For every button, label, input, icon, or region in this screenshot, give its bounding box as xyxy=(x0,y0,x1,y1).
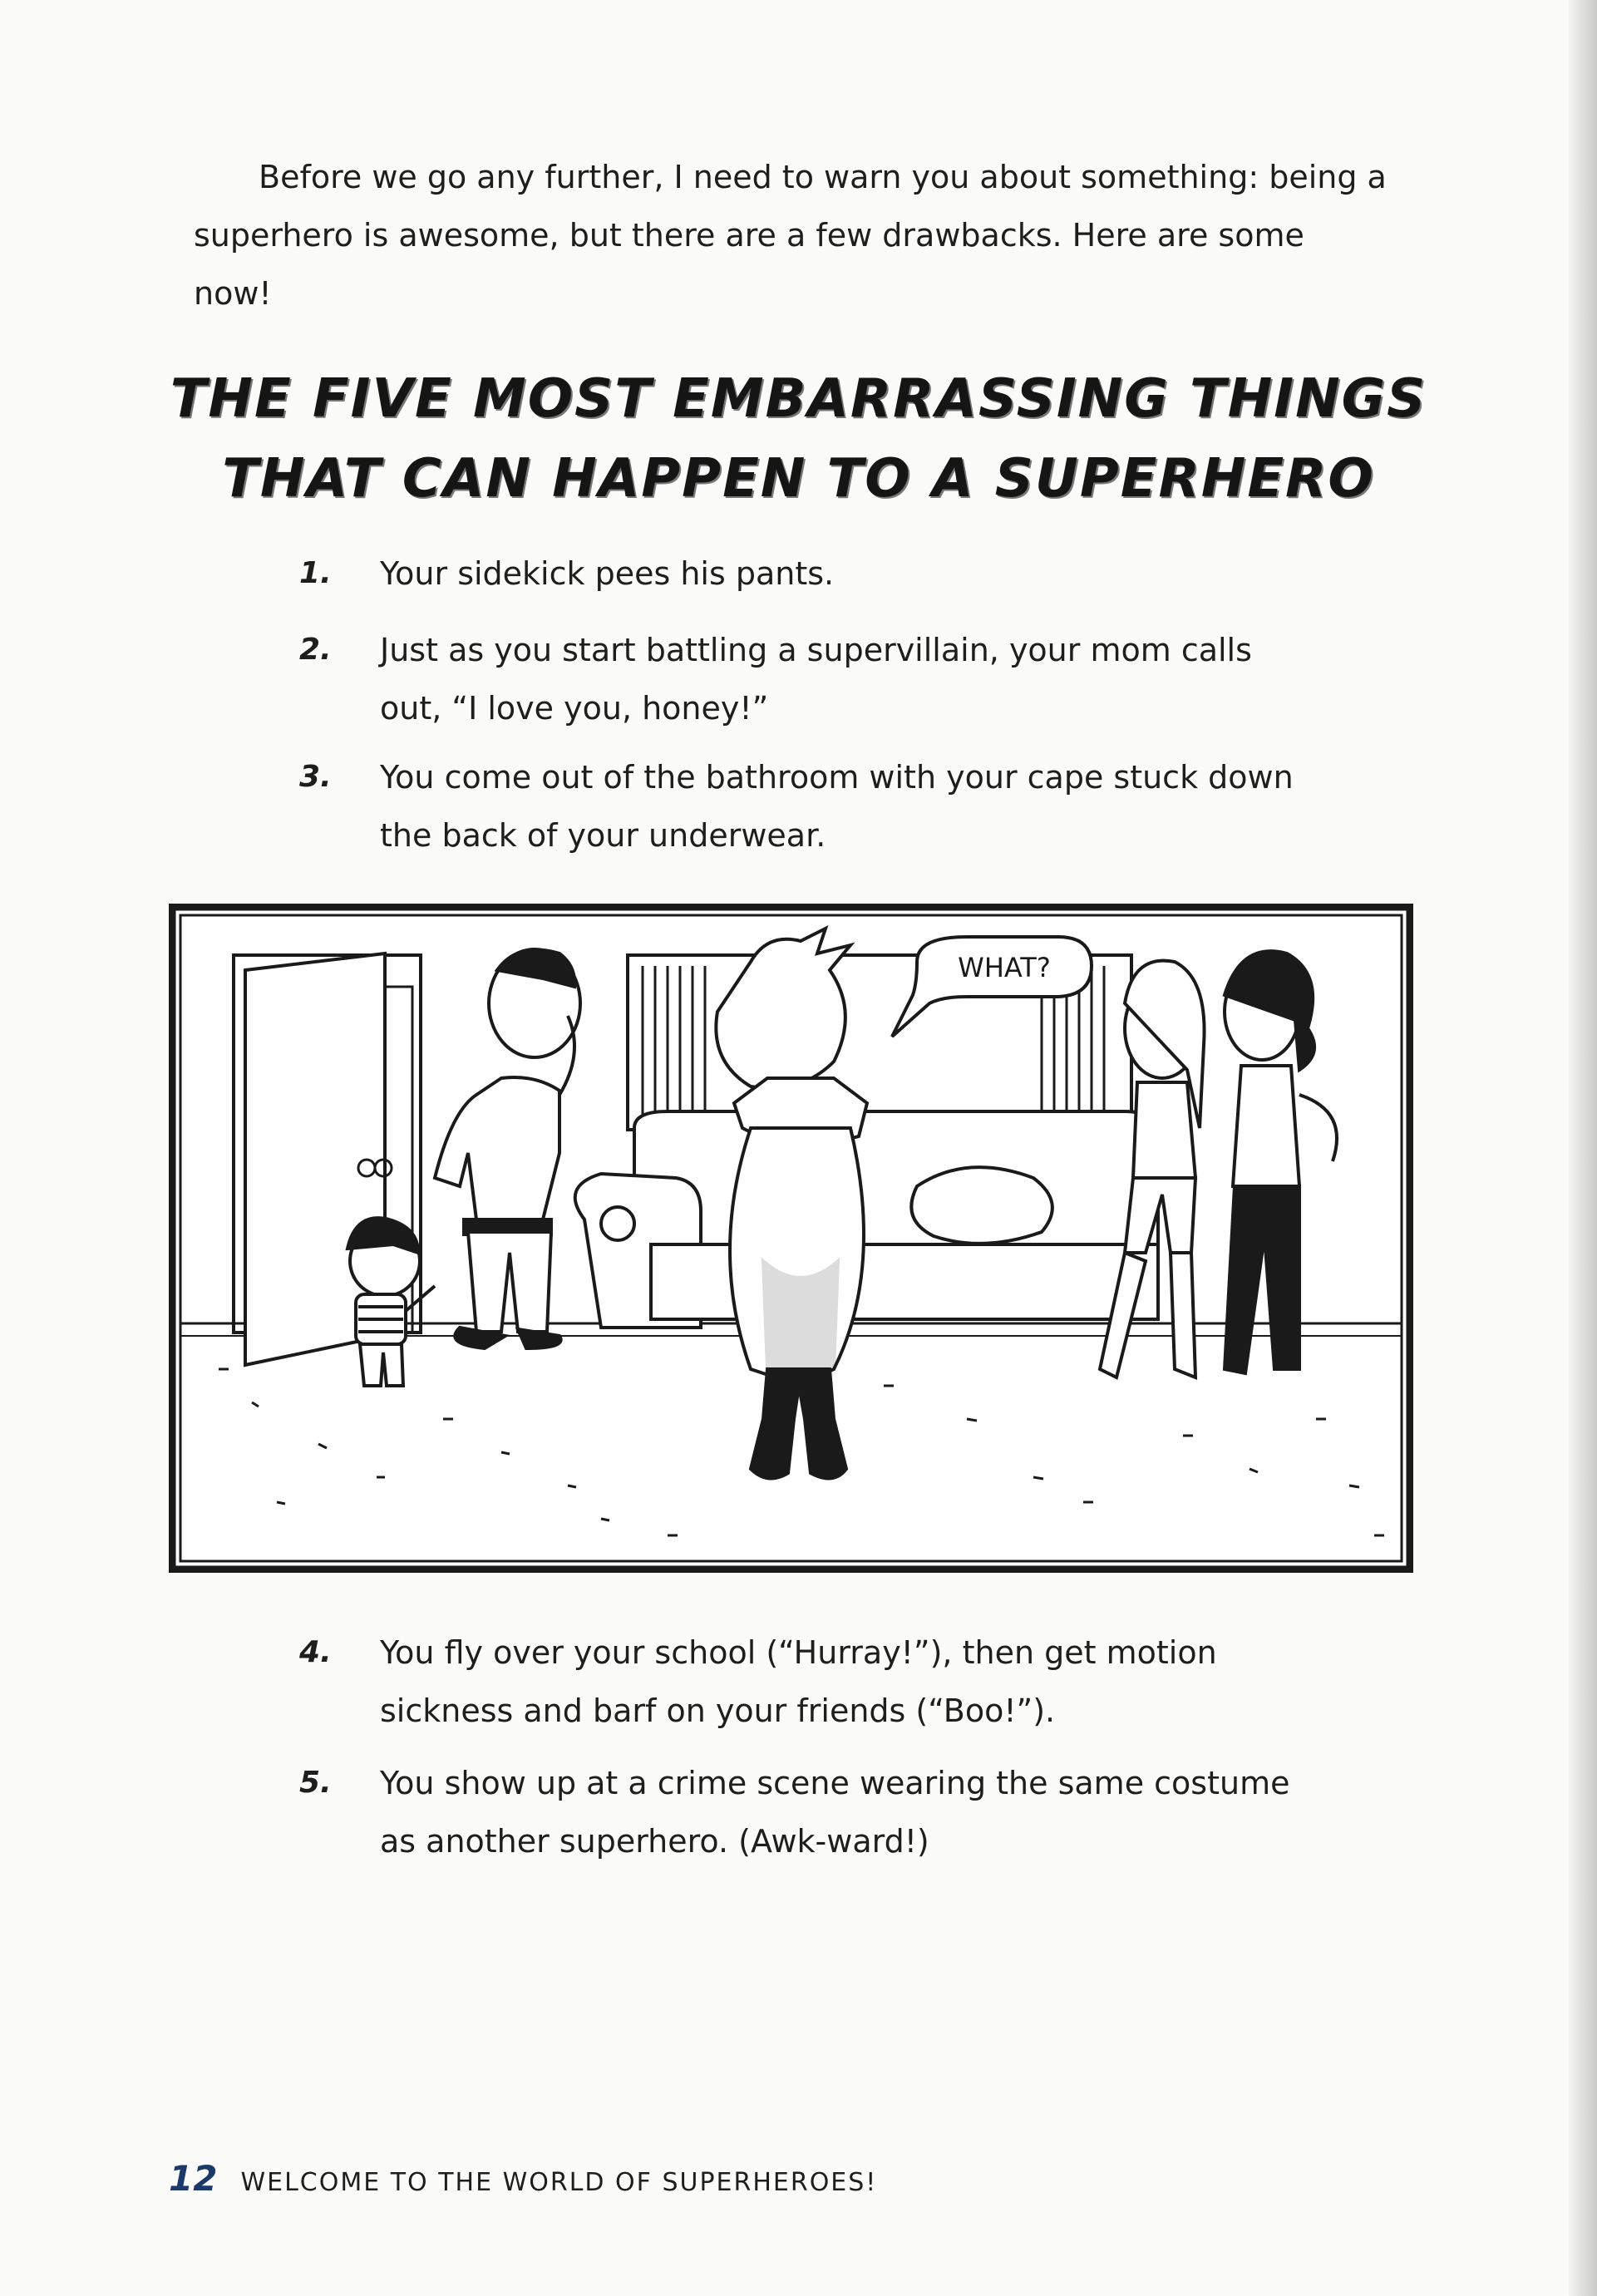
list-text: You fly over your school (“Hurray!”), then get motion sickness and barf on your friends (“Boo!”). xyxy=(380,1634,1217,1729)
list-item-5 xyxy=(299,1754,1297,1870)
list-text: Your sidekick pees his pants. xyxy=(380,555,835,592)
list-item-3 xyxy=(299,748,1297,865)
heading-line-2: THAT CAN HAPPEN TO A SUPERHERO xyxy=(222,448,1375,510)
intro-text: Before we go any further, I need to warn you about something: being a superhero is awesome, but there are a few drawbacks. Here are some now! xyxy=(194,159,1387,312)
list-number: 4. xyxy=(299,1635,332,1669)
page-edge-shadow xyxy=(1569,0,1597,2296)
pillow xyxy=(911,1167,1052,1244)
list-text: You come out of the bathroom with your cape stuck down the back of your underwear. xyxy=(380,759,1294,854)
list-text: Just as you start battling a supervillain, your mom calls out, “I love you, honey!” xyxy=(380,632,1252,727)
list-number: 1. xyxy=(299,556,332,590)
couch xyxy=(575,1111,1158,1328)
list-item-4 xyxy=(299,1623,1297,1740)
comic-illustration xyxy=(169,904,1413,1573)
list-item-2 xyxy=(299,621,1297,737)
list-number: 3. xyxy=(299,760,332,794)
list-item-1 xyxy=(299,544,1297,603)
intro-paragraph xyxy=(194,148,1391,323)
list-number: 2. xyxy=(299,633,332,667)
list-number: 5. xyxy=(299,1766,332,1800)
speech-text: WHAT? xyxy=(958,952,1051,983)
page-footer xyxy=(169,2158,877,2199)
section-heading xyxy=(0,359,1597,519)
page-number: 12 xyxy=(169,2158,218,2199)
heading-line-1: THE FIVE MOST EMBARRASSING THINGS xyxy=(170,368,1427,430)
list-text: You show up at a crime scene wearing the same costume as another superhero. (Awk-ward!) xyxy=(380,1765,1290,1860)
running-title: WELCOME TO THE WORLD OF SUPERHEROES! xyxy=(240,2168,878,2197)
